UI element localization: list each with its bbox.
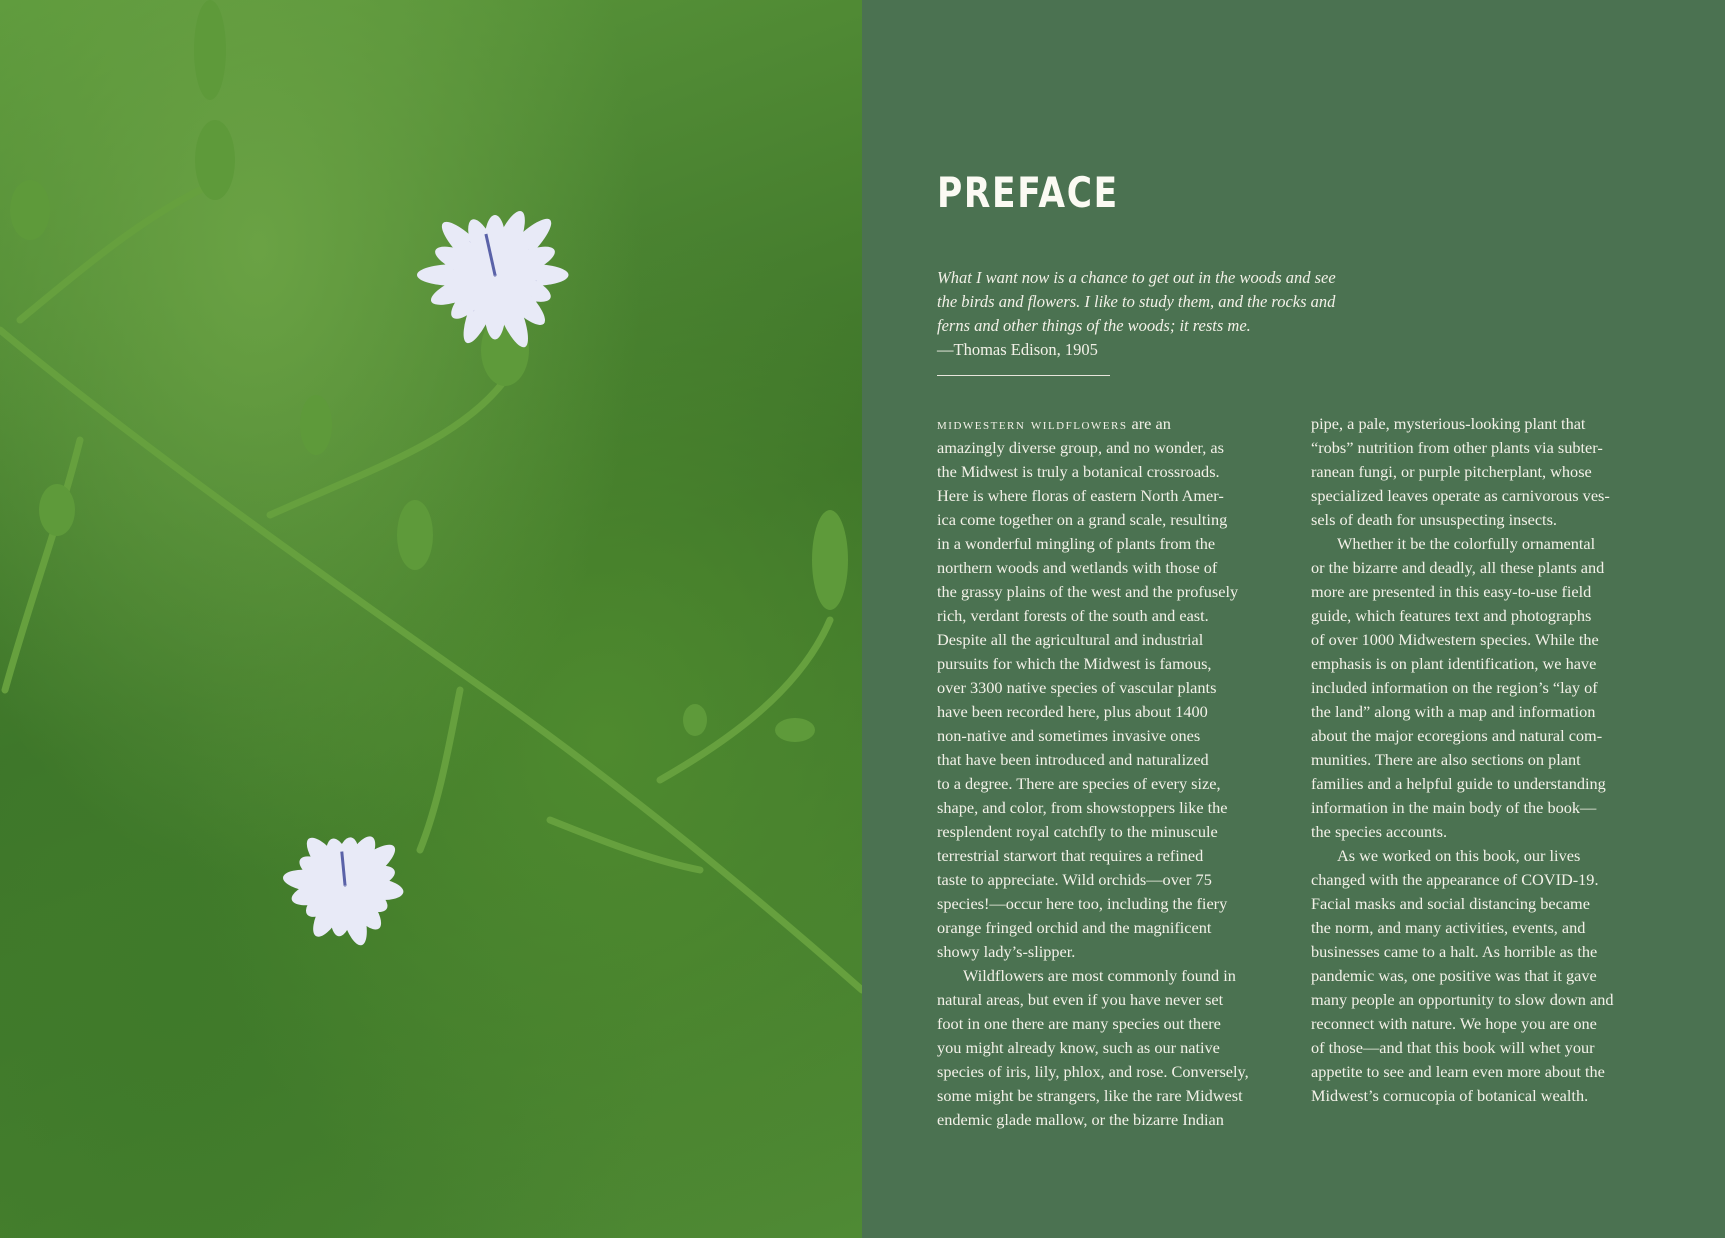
body-column-1	[937, 412, 1249, 1132]
body-line: the grassy plains of the west and the profusely	[937, 582, 1239, 601]
body-line: natural areas, but even if you have never set	[937, 990, 1224, 1009]
body-line: emphasis is on plant identification, we have	[1311, 654, 1597, 673]
body-line: the norm, and many activities, events, and	[1311, 918, 1586, 937]
body-line: many people an opportunity to slow down and	[1311, 990, 1614, 1009]
body-line: terrestrial starwort that requires a refined	[937, 846, 1204, 865]
body-line: in a wonderful mingling of plants from the	[937, 534, 1216, 553]
body-line: included information on the region’s “lay of	[1311, 678, 1598, 697]
body-line: the species accounts.	[1311, 822, 1448, 841]
body-line: have been recorded here, plus about 1400	[937, 702, 1208, 721]
body-line: As we worked on this book, our lives	[1337, 846, 1581, 865]
body-line: ica come together on a grand scale, resulting	[937, 510, 1228, 529]
body-line: shape, and color, from showstoppers like the	[937, 798, 1228, 817]
body-line: munities. There are also sections on plant	[1311, 750, 1581, 769]
body-line: pandemic was, one positive was that it gave	[1311, 966, 1597, 985]
body-line: Here is where floras of eastern North Amer-	[937, 486, 1224, 505]
page-title: PREFACE	[937, 168, 1119, 217]
body-line: reconnect with nature. We hope you are one	[1311, 1014, 1597, 1033]
body-line: Facial masks and social distancing became	[1311, 894, 1590, 913]
divider	[937, 375, 1110, 376]
body-line: midwestern wildflowers are an	[937, 414, 1171, 433]
body-line: guide, which features text and photographs	[1311, 606, 1592, 625]
body-line: about the major ecoregions and natural com-	[1311, 726, 1603, 745]
body-line: Midwest’s cornucopia of botanical wealth.	[1311, 1086, 1589, 1105]
flower-illustration	[0, 0, 862, 1238]
body-line: changed with the appearance of COVID-19.	[1311, 870, 1599, 889]
body-line: you might already know, such as our native	[937, 1038, 1220, 1057]
body-line: more are presented in this easy-to-use field	[1311, 582, 1592, 601]
lead-in: midwestern wildflowers	[937, 414, 1128, 433]
body-line: endemic glade mallow, or the bizarre Indian	[937, 1110, 1224, 1129]
body-line: specialized leaves operate as carnivorous ves-	[1311, 486, 1610, 505]
body-line: information in the main body of the book—	[1311, 798, 1597, 817]
body-line: taste to appreciate. Wild orchids—over 75	[937, 870, 1212, 889]
body-line: ranean fungi, or purple pitcherplant, whose	[1311, 462, 1592, 481]
body-line: Despite all the agricultural and industrial	[937, 630, 1204, 649]
body-line: the land” along with a map and information	[1311, 702, 1596, 721]
epigraph	[937, 266, 1397, 362]
epigraph-attribution: —Thomas Edison, 1905	[937, 340, 1098, 359]
body-column-2	[1311, 412, 1614, 1108]
preface-page	[862, 0, 1725, 1238]
body-line: that have been introduced and naturalized	[937, 750, 1209, 769]
body-line: non-native and sometimes invasive ones	[937, 726, 1201, 745]
body-line: the Midwest is truly a botanical crossroads.	[937, 462, 1220, 481]
epigraph-line: the birds and flowers. I like to study them, and the rocks and	[937, 292, 1336, 311]
body-line: some might be strangers, like the rare Midwest	[937, 1086, 1243, 1105]
body-line: “robs” nutrition from other plants via subter-	[1311, 438, 1603, 457]
body-line: appetite to see and learn even more about the	[1311, 1062, 1605, 1081]
epigraph-line: ferns and other things of the woods; it rests me.	[937, 316, 1251, 335]
body-line: species of iris, lily, phlox, and rose. Conversely,	[937, 1062, 1249, 1081]
body-line: Whether it be the colorfully ornamental	[1337, 534, 1596, 553]
body-line: pipe, a pale, mysterious-looking plant that	[1311, 414, 1586, 433]
body-line: of those—and that this book will whet your	[1311, 1038, 1595, 1057]
epigraph-line: What I want now is a chance to get out in the woods and see	[937, 268, 1336, 287]
body-line: resplendent royal catchfly to the minuscule	[937, 822, 1218, 841]
body-line: Wildflowers are most commonly found in	[963, 966, 1236, 985]
body-line: of over 1000 Midwestern species. While the	[1311, 630, 1599, 649]
body-line: showy lady’s-slipper.	[937, 942, 1076, 961]
body-line: businesses came to a halt. As horrible as the	[1311, 942, 1598, 961]
body-line: families and a helpful guide to understanding	[1311, 774, 1606, 793]
body-line: sels of death for unsuspecting insects.	[1311, 510, 1557, 529]
body-line: or the bizarre and deadly, all these plants and	[1311, 558, 1605, 577]
body-line: amazingly diverse group, and no wonder, as	[937, 438, 1224, 457]
body-line: northern woods and wetlands with those of	[937, 558, 1218, 577]
body-line: species!—occur here too, including the fiery	[937, 894, 1228, 913]
flower-photo	[0, 0, 862, 1238]
body-line: orange fringed orchid and the magnificent	[937, 918, 1212, 937]
body-line: pursuits for which the Midwest is famous,	[937, 654, 1212, 673]
body-line: to a degree. There are species of every size,	[937, 774, 1221, 793]
body-line: rich, verdant forests of the south and east.	[937, 606, 1209, 625]
body-line: foot in one there are many species out there	[937, 1014, 1221, 1033]
body-line: over 3300 native species of vascular plants	[937, 678, 1217, 697]
